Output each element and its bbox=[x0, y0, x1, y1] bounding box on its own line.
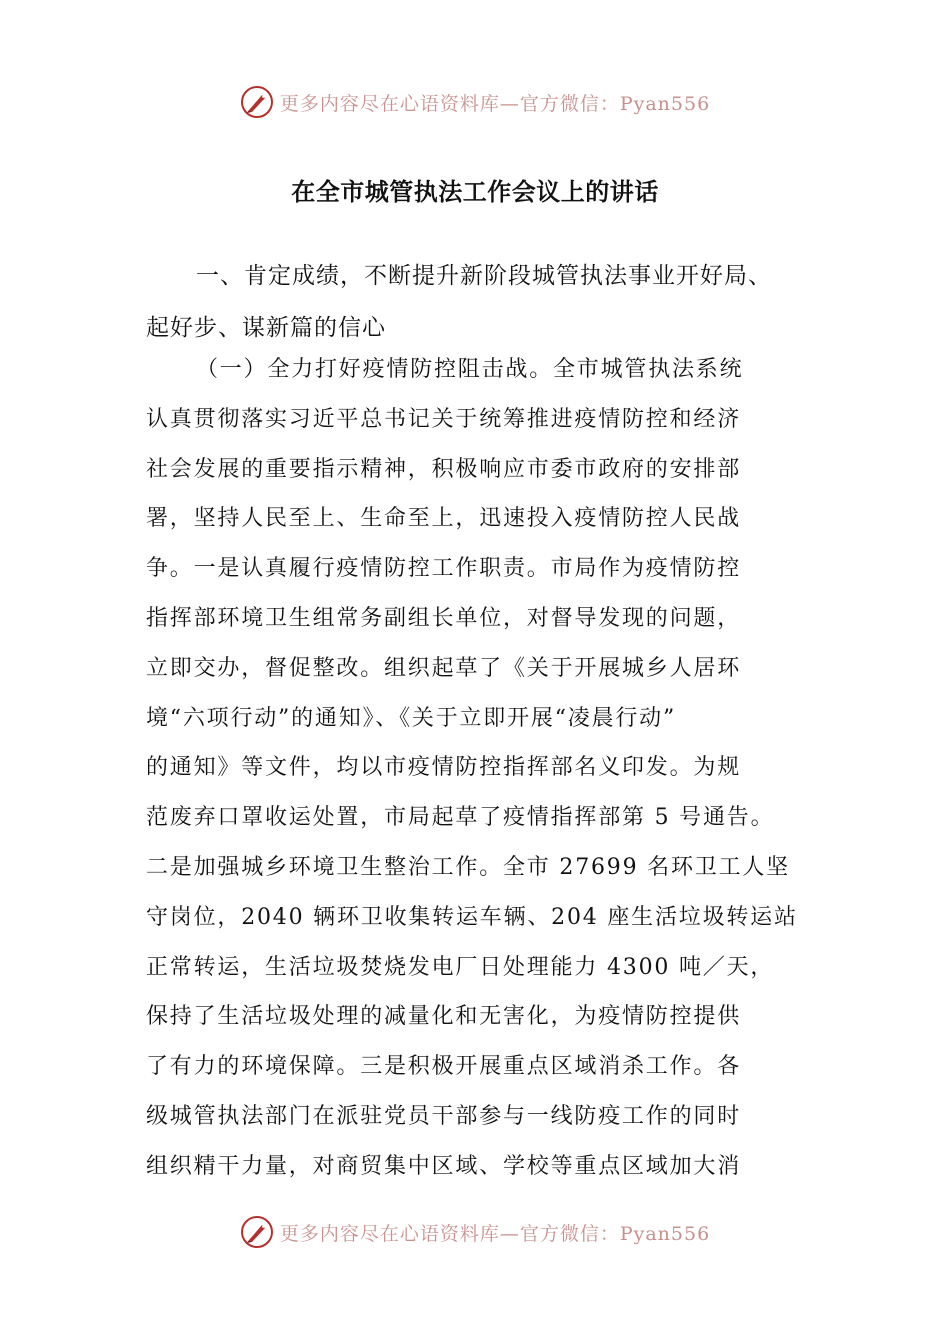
body-line: 署，坚持人民至上、生命至上，迅速投入疫情防控人民战 bbox=[146, 506, 742, 532]
body-line: 了有力的环境保障。三是积极开展重点区域消杀工作。各 bbox=[146, 1054, 742, 1080]
body-text bbox=[146, 345, 826, 1192]
pen-logo-icon bbox=[240, 1215, 274, 1249]
pen-logo-icon bbox=[240, 85, 274, 119]
body-line: 社会发展的重要指示精神，积极响应市委市政府的安排部 bbox=[146, 456, 742, 482]
body-line: 争。一是认真履行疫情防控工作职责。市局作为疫情防控 bbox=[146, 556, 742, 582]
body-line: 范废弃口罩收运处置，市局起草了疫情指挥部第 5 号通告。 bbox=[146, 805, 775, 831]
section-heading-line: 起好步、谋新篇的信心 bbox=[146, 315, 386, 341]
header-banner bbox=[0, 82, 950, 122]
body-line: 认真贯彻落实习近平总书记关于统筹推进疫情防控和经济 bbox=[146, 406, 742, 432]
body-line: 的通知》等文件，均以市疫情防控指挥部名义印发。为规 bbox=[146, 755, 742, 781]
body-line: 指挥部环境卫生组常务副组长单位，对督导发现的问题， bbox=[146, 605, 742, 631]
footer-banner-text: 更多内容尽在心语资料库—官方微信：Pyan556 bbox=[279, 1222, 711, 1245]
footer-banner bbox=[0, 1212, 950, 1252]
body-line: 境“六项行动”的通知》、《关于立即开展“凌晨行动” bbox=[146, 705, 676, 731]
header-banner-text: 更多内容尽在心语资料库—官方微信：Pyan556 bbox=[279, 92, 711, 115]
body-line: 二是加强城乡环境卫生整治工作。全市 27699 名环卫工人坚 bbox=[146, 854, 790, 880]
body-line: 正常转运，生活垃圾焚烧发电厂日处理能力 4300 吨／天， bbox=[146, 954, 775, 980]
body-line: 组织精干力量，对商贸集中区域、学校等重点区域加大消 bbox=[146, 1153, 742, 1179]
body-line: 守岗位，2040 辆环卫收集转运车辆、204 座生活垃圾转运站 bbox=[146, 904, 798, 930]
page-title: 在全市城管执法工作会议上的讲话 bbox=[291, 178, 659, 206]
body-line: （一）全力打好疫情防控阻击战。全市城管执法系统 bbox=[196, 357, 744, 382]
section-heading-line: 一、肯定成绩，不断提升新阶段城管执法事业开好局、 bbox=[196, 263, 772, 289]
section-heading bbox=[146, 250, 826, 354]
body-line: 立即交办，督促整改。组织起草了《关于开展城乡人居环 bbox=[146, 655, 742, 681]
body-line: 级城管执法部门在派驻党员干部参与一线防疫工作的同时 bbox=[146, 1103, 742, 1129]
body-line: 保持了生活垃圾处理的减量化和无害化，为疫情防控提供 bbox=[146, 1004, 742, 1030]
